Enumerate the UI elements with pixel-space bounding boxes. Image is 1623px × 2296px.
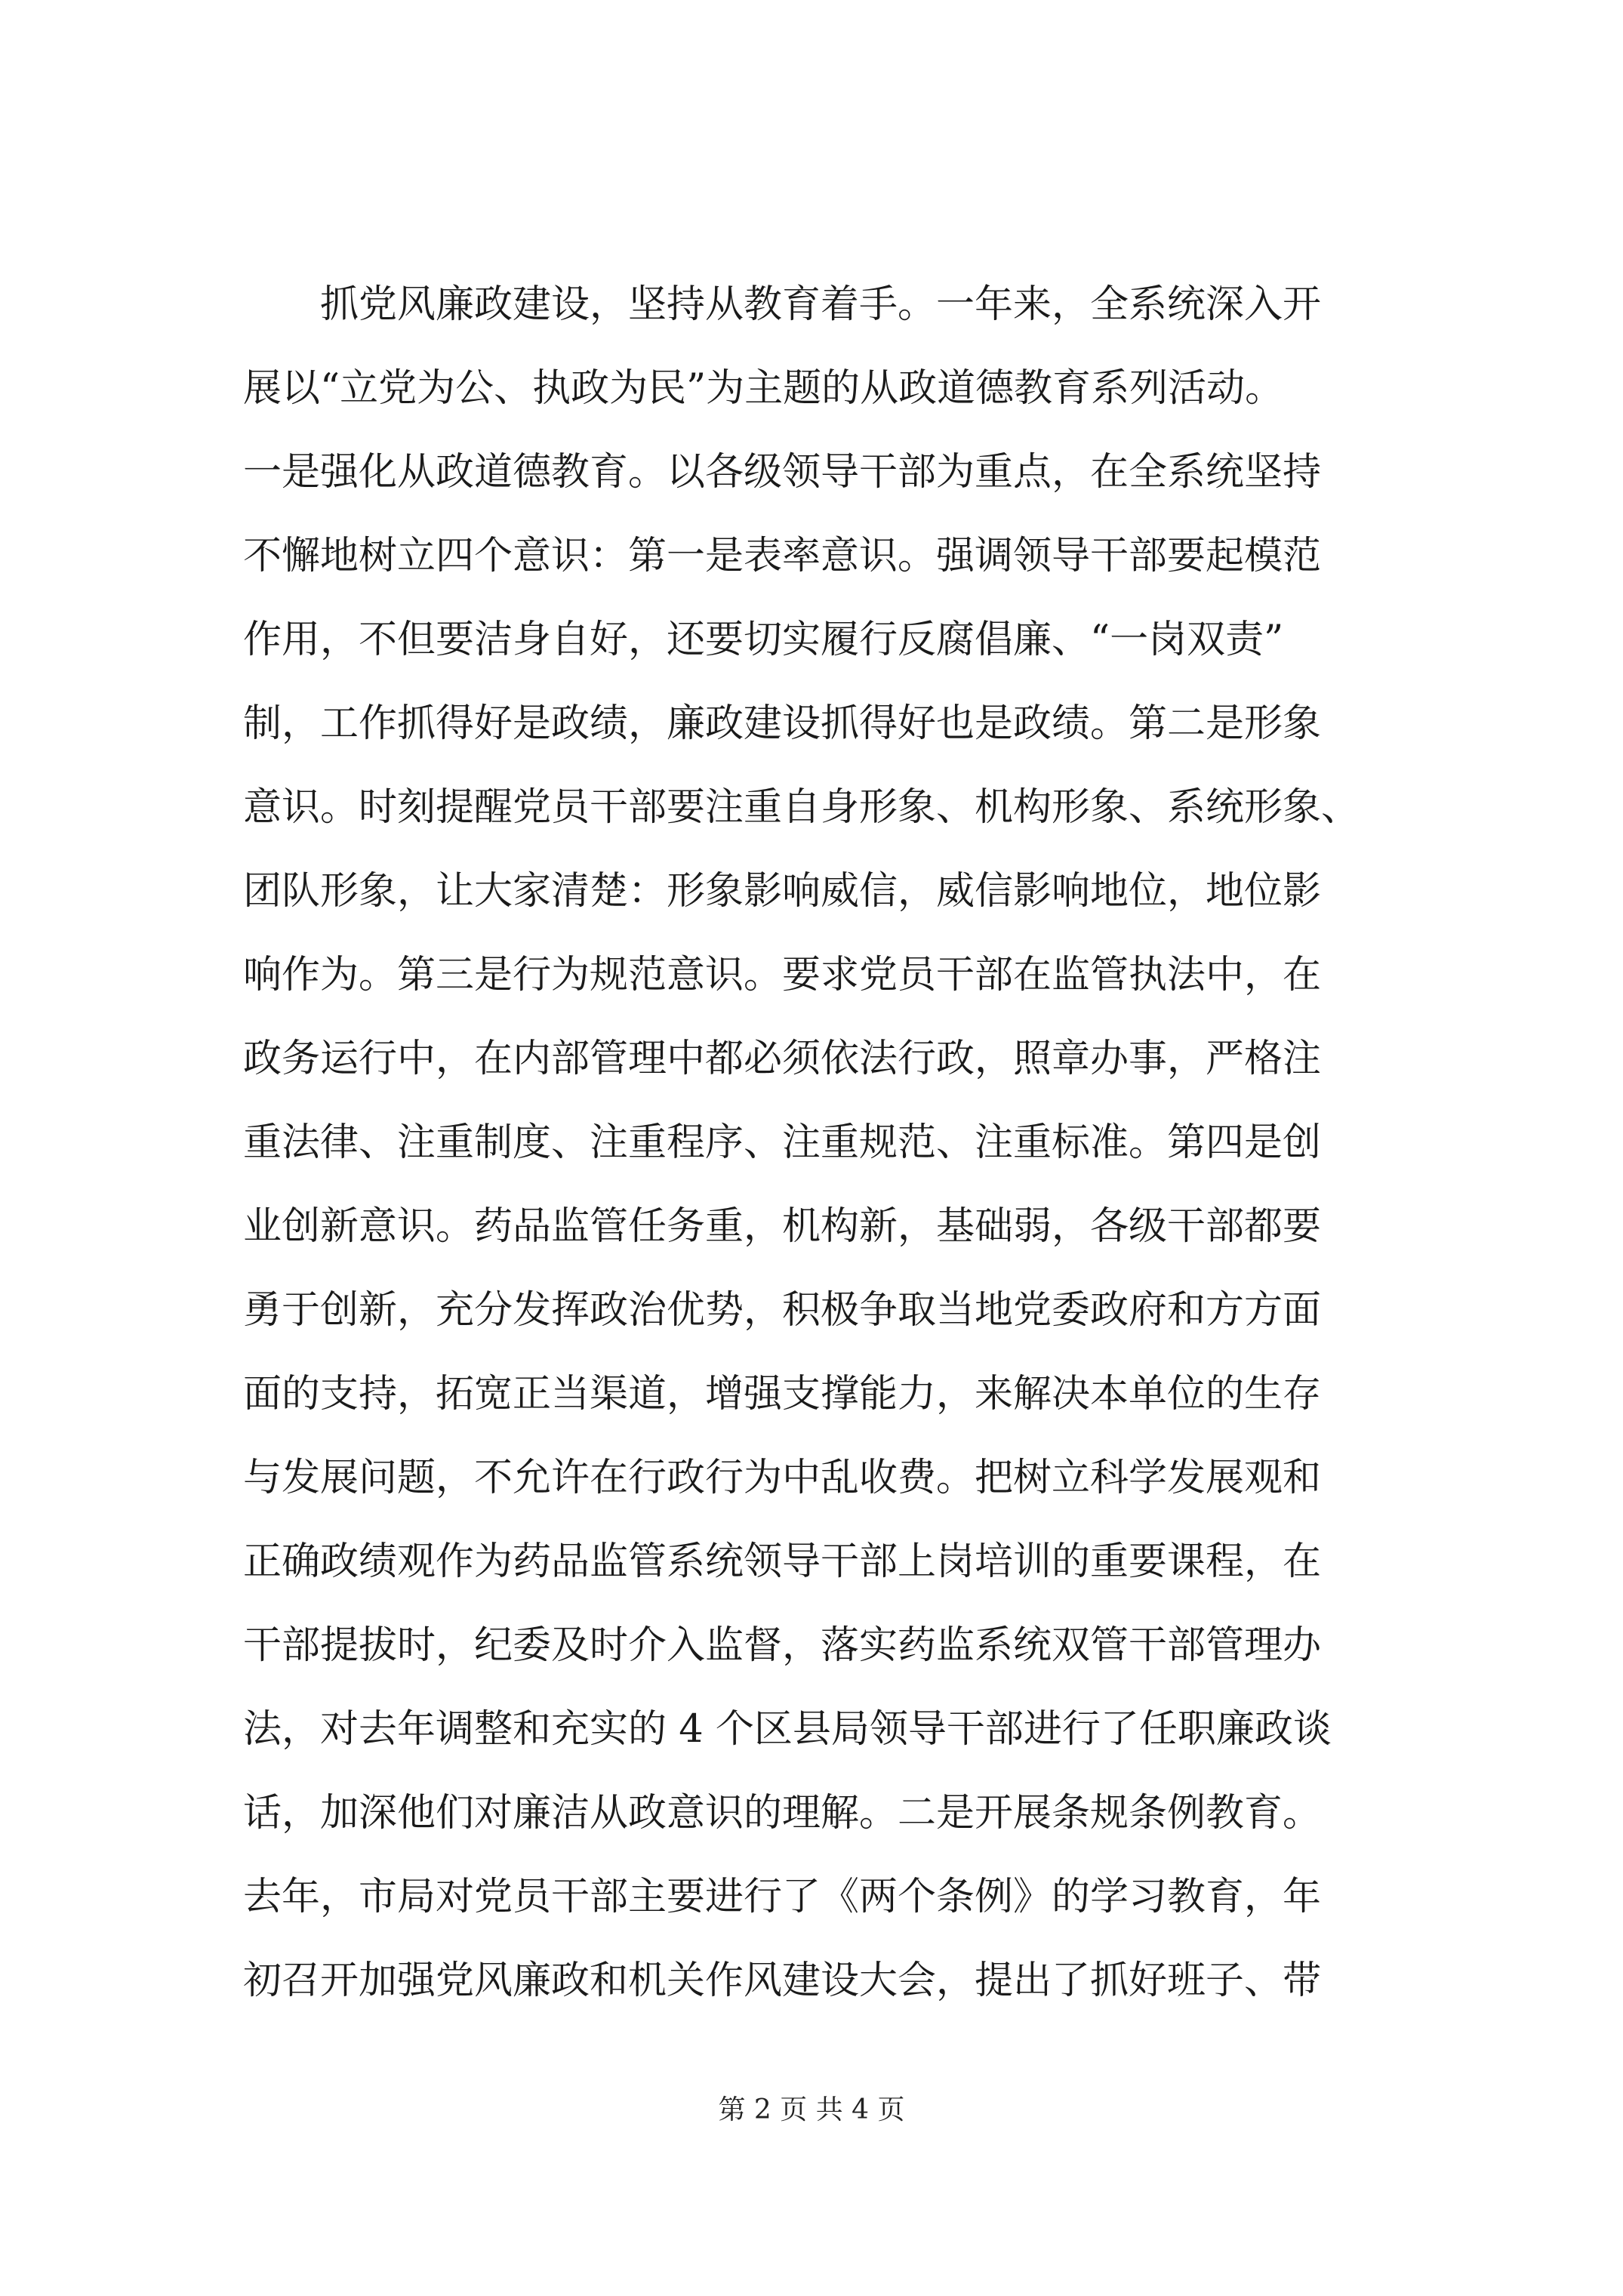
text-line: 展以“立党为公、执政为民”为主题的从政道德教育系列活动。 — [243, 366, 1284, 411]
text-line: 业创新意识。药品监管任务重，机构新，基础弱，各级干部都要 — [243, 1204, 1322, 1249]
text-line: 初召开加强党风廉政和机关作风建设大会，提出了抓好班子、带 — [243, 1959, 1322, 2003]
text-line: 不懈地树立四个意识：第一是表率意识。强调领导干部要起模范 — [243, 534, 1322, 578]
text-line: 重法律、注重制度、注重程序、注重规范、注重标准。第四是创 — [243, 1120, 1322, 1165]
text-line: 法，对去年调整和充实的 4 个区县局领导干部进行了任职廉政谈 — [243, 1707, 1332, 1752]
text-line: 面的支持，拓宽正当渠道，增强支撑能力，来解决本单位的生存 — [243, 1372, 1322, 1416]
page-footer: 第 2 页 共 4 页 — [718, 2094, 905, 2125]
text-line: 作用，不但要洁身自好，还要切实履行反腐倡廉、“一岗双责” — [243, 618, 1284, 662]
text-line: 去年，市局对党员干部主要进行了《两个条例》的学习教育，年 — [243, 1875, 1322, 1919]
text-line: 话，加深他们对廉洁从政意识的理解。二是开展条规条例教育。 — [243, 1791, 1322, 1835]
text-line: 制，工作抓得好是政绩，廉政建设抓得好也是政绩。第二是形象 — [243, 701, 1322, 746]
text-line: 干部提拔时，纪委及时介入监督，落实药监系统双管干部管理办 — [243, 1623, 1322, 1668]
text-line: 响作为。第三是行为规范意识。要求党员干部在监管执法中，在 — [243, 953, 1322, 997]
text-line: 正确政绩观作为药品监管系统领导干部上岗培训的重要课程，在 — [243, 1539, 1322, 1584]
text-line: 一是强化从政道德教育。以各级领导干部为重点，在全系统坚持 — [243, 450, 1322, 495]
text-line: 政务运行中，在内部管理中都必须依法行政，照章办事，严格注 — [243, 1037, 1322, 1081]
body-paragraph — [243, 263, 1451, 2023]
text-line: 团队形象，让大家清楚：形象影响威信，威信影响地位，地位影 — [243, 869, 1322, 914]
text-line: 意识。时刻提醒党员干部要注重自身形象、机构形象、系统形象、 — [243, 785, 1360, 830]
text-line: 抓党风廉政建设，坚持从教育着手。一年来，全系统深入开 — [320, 282, 1322, 327]
text-line: 勇于创新，充分发挥政治优势，积极争取当地党委政府和方方面 — [243, 1288, 1322, 1333]
text-line: 与发展问题，不允许在行政行为中乱收费。把树立科学发展观和 — [243, 1456, 1322, 1500]
